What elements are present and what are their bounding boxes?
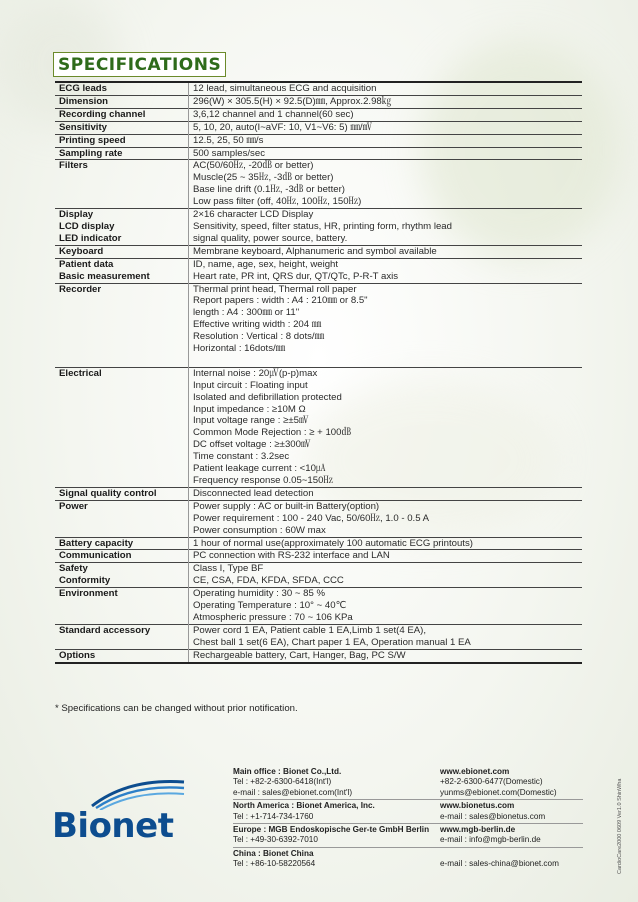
spec-label: Conformity — [59, 575, 111, 587]
spec-row — [55, 404, 582, 416]
spec-label: Recorder — [55, 283, 189, 295]
spec-value: 12 lead, simultaneous ECG and acquisition — [189, 82, 583, 95]
spec-row — [55, 209, 582, 221]
spec-label: Sensitivity — [55, 121, 189, 134]
spec-label — [55, 513, 189, 525]
spec-label: Display — [55, 209, 189, 221]
spec-value: Heart rate, PR int, QRS dur, QT/QTc, P-R-T axis — [189, 271, 583, 283]
spec-label — [55, 380, 189, 392]
spec-value: Low pass filter (off, 40㎐, 100㎐, 150㎐) — [189, 196, 583, 208]
spec-value: Membrane keyboard, Alphanumeric and symbol available — [189, 245, 583, 258]
spec-label — [55, 525, 189, 537]
contact-group — [233, 848, 583, 871]
spec-row — [55, 160, 582, 172]
spec-value: 1 hour of normal use(approximately 100 automatic ECG printouts) — [189, 537, 583, 550]
spec-value: CE, CSA, FDA, KFDA, SFDA, CCC — [189, 575, 583, 587]
spec-row — [55, 637, 582, 649]
spec-row — [55, 415, 582, 427]
spec-label: Battery capacity — [55, 537, 189, 550]
spec-label: Dimension — [55, 95, 189, 108]
spec-value: Effective writing width : 204 ㎜ — [189, 319, 583, 331]
spec-row — [55, 343, 582, 355]
spec-row — [55, 588, 582, 600]
spec-label — [55, 404, 189, 416]
contact-line: Tel : +86-10-58220564 — [233, 859, 316, 869]
contact-line: Tel : +82-2-6300-6418(Int'l) — [233, 777, 332, 787]
spec-row — [55, 550, 582, 563]
spec-value: 2×16 character LCD Display — [189, 209, 583, 221]
spec-row — [55, 537, 582, 550]
spec-value: Power supply : AC or built-in Battery(option) — [189, 500, 583, 512]
spec-value: Frequency response 0.05~150㎐ — [189, 475, 583, 487]
spec-row — [55, 233, 582, 245]
spec-label: Power — [55, 500, 189, 512]
spec-value: DC offset voltage : ≥±300㎷ — [189, 439, 583, 451]
spec-value: Input impedance : ≥10M Ω — [189, 404, 583, 416]
spec-row — [55, 271, 582, 283]
spec-row — [55, 600, 582, 612]
spec-row — [55, 575, 582, 587]
contact-office — [233, 849, 440, 870]
spec-value: Muscle(25 ~ 35㎐, -3㏈ or better) — [189, 172, 583, 184]
spec-row — [55, 624, 582, 636]
spec-row — [55, 439, 582, 451]
logo-swoosh-icon — [88, 776, 188, 810]
spec-value: PC connection with RS-232 interface and LAN — [189, 550, 583, 563]
spec-row — [55, 283, 582, 295]
spec-label — [55, 295, 189, 307]
spec-label — [55, 463, 189, 475]
spec-label: Basic measurement — [59, 270, 150, 282]
contact-group — [233, 824, 583, 848]
spec-value: Input voltage range : ≥±5㎷ — [189, 415, 583, 427]
spec-label: Standard accessory — [55, 624, 189, 636]
spec-value: Patient leakage current : <10㎂ — [189, 463, 583, 475]
spec-value: 5, 10, 20, auto(I~aVF: 10, V1~V6: 5) ㎜/㎷ — [189, 121, 583, 134]
spec-row — [55, 392, 582, 404]
spec-row — [55, 121, 582, 134]
contact-office — [233, 801, 440, 822]
spec-value — [189, 355, 583, 367]
spec-value: Time constant : 3.2sec — [189, 451, 583, 463]
spec-value: Power cord 1 EA, Patient cable 1 EA,Limb 1 set(4 EA), — [189, 624, 583, 636]
spec-label — [55, 637, 189, 649]
spec-label — [55, 307, 189, 319]
contact-line[interactable]: yunms@ebionet.com(Domestic) — [440, 787, 557, 797]
spec-label: Environment — [55, 588, 189, 600]
office-name: China : Bionet China — [233, 848, 314, 858]
spec-label — [55, 439, 189, 451]
website-link — [440, 849, 583, 859]
contact-line[interactable]: e-mail : info@mgb-berlin.de — [440, 835, 541, 845]
spec-value: Input circuit : Floating input — [189, 380, 583, 392]
spec-label: LED indicator — [59, 232, 122, 244]
spec-value: 3,6,12 channel and 1 channel(60 sec) — [189, 108, 583, 121]
spec-label: Safety — [55, 563, 189, 575]
spec-label: Printing speed — [55, 134, 189, 147]
spec-row — [55, 451, 582, 463]
spec-value: Isolated and defibrillation protected — [189, 392, 583, 404]
spec-label — [55, 355, 189, 367]
spec-value: Report papers : width : A4 : 210㎜ or 8.5" — [189, 295, 583, 307]
contact-group — [233, 800, 583, 824]
contact-line: +82-2-6300-6477(Domestic) — [440, 777, 543, 787]
spec-value: signal quality, power source, battery. — [189, 233, 583, 245]
spec-value: Operating humidity : 30 ~ 85 % — [189, 588, 583, 600]
spec-label: Options — [55, 649, 189, 662]
spec-label — [55, 612, 189, 624]
spec-label — [55, 331, 189, 343]
brand-name: Bionet — [52, 806, 174, 846]
spec-row — [55, 95, 582, 108]
website-link[interactable]: www.ebionet.com — [440, 767, 510, 776]
website-link[interactable]: www.mgb-berlin.de — [440, 825, 516, 835]
spec-row — [55, 487, 582, 500]
spec-label: Filters — [55, 160, 189, 172]
spec-row — [55, 258, 582, 270]
contact-line[interactable]: e-mail : sales@bionetus.com — [440, 811, 546, 821]
spec-row — [55, 500, 582, 512]
spec-row — [55, 221, 582, 233]
spec-label — [55, 184, 189, 196]
spec-row — [55, 355, 582, 367]
spec-value: ID, name, age, sex, height, weight — [189, 258, 583, 270]
spec-label: Keyboard — [55, 245, 189, 258]
title-box — [53, 52, 226, 77]
spec-label — [55, 451, 189, 463]
spec-row — [55, 380, 582, 392]
spec-value: 296(W) × 305.5(H) × 92.5(D)㎜, Approx.2.98㎏ — [189, 95, 583, 108]
spec-value: Disconnected lead detection — [189, 487, 583, 500]
spec-value: Class I, Type BF — [189, 563, 583, 575]
spec-row — [55, 427, 582, 439]
contact-line: Tel : +49-30-6392-7010 — [233, 835, 318, 845]
spec-label: Sampling rate — [55, 147, 189, 160]
contact-web — [440, 767, 583, 798]
contact-web — [440, 801, 583, 822]
spec-row — [55, 147, 582, 160]
spec-row — [55, 513, 582, 525]
spec-label: Electrical — [55, 367, 189, 379]
spec-value: 12.5, 25, 50 ㎜/s — [189, 134, 583, 147]
contact-office — [233, 767, 440, 798]
document-code: CardioCare2000 0609 Ver1.0 ShinWha — [617, 778, 623, 874]
spec-row — [55, 307, 582, 319]
spec-label: Communication — [55, 550, 189, 563]
contact-block — [233, 766, 583, 871]
spec-row — [55, 612, 582, 624]
office-name: North America : Bionet America, Inc. — [233, 801, 375, 811]
spec-label: LCD display — [59, 220, 115, 232]
spec-row — [55, 475, 582, 487]
spec-label — [55, 172, 189, 184]
contact-line: Tel : +1-714-734-1760 — [233, 811, 314, 821]
spec-value: Chest ball 1 set(6 EA), Chart paper 1 EA, Operation manual 1 EA — [189, 637, 583, 649]
office-name: Europe : MGB Endoskopische Ger-te GmbH Berlin — [233, 825, 430, 835]
spec-row — [55, 134, 582, 147]
brand-logo — [50, 776, 210, 846]
spec-label — [55, 475, 189, 487]
spec-label — [55, 319, 189, 331]
spec-value: Base line drift (0.1㎐, -3㏈ or better) — [189, 184, 583, 196]
spec-row — [55, 463, 582, 475]
office-name: Main office : Bionet Co.,Ltd. — [233, 767, 342, 776]
spec-row — [55, 184, 582, 196]
contact-web — [440, 849, 583, 870]
spec-value: Operating Temperature : 10° ~ 40℃ — [189, 600, 583, 612]
spec-row — [55, 82, 582, 95]
contact-group — [233, 766, 583, 800]
spec-table — [55, 81, 582, 664]
spec-row — [55, 196, 582, 208]
spec-row — [55, 319, 582, 331]
spec-row — [55, 295, 582, 307]
spec-label — [55, 196, 189, 208]
spec-value: AC(50/60㎐, -20㏈ or better) — [189, 160, 583, 172]
spec-value: Horizontal : 16dots/㎜ — [189, 343, 583, 355]
spec-label — [55, 427, 189, 439]
spec-label — [55, 343, 189, 355]
spec-label: ECG leads — [55, 82, 189, 95]
spec-label: Patient data — [55, 258, 189, 270]
spec-row — [55, 563, 582, 575]
footnote: * Specifications can be changed without prior notification. — [55, 703, 298, 714]
spec-value: Common Mode Rejection : ≥ + 100㏈ — [189, 427, 583, 439]
spec-value: Atmospheric pressure : 70 ~ 106 KPa — [189, 612, 583, 624]
spec-value: Power requirement : 100 - 240 Vac, 50/60㎐, 1.0 - 0.5 A — [189, 513, 583, 525]
contact-web — [440, 825, 583, 846]
spec-label — [55, 392, 189, 404]
spec-value: Thermal print head, Thermal roll paper — [189, 283, 583, 295]
spec-value: Power consumption : 60W max — [189, 525, 583, 537]
website-link[interactable]: www.bionetus.com — [440, 801, 515, 811]
spec-label — [55, 600, 189, 612]
contact-line[interactable]: e-mail : sales-china@bionet.com — [440, 859, 559, 869]
spec-row — [55, 108, 582, 121]
spec-value: Internal noise : 20㎶(p-p)max — [189, 367, 583, 379]
spec-row — [55, 172, 582, 184]
page-title: SPECIFICATIONS — [58, 55, 222, 75]
spec-value: Rechargeable battery, Cart, Hanger, Bag, PC S/W — [189, 649, 583, 662]
spec-row — [55, 649, 582, 662]
spec-label: Recording channel — [55, 108, 189, 121]
spec-row — [55, 331, 582, 343]
spec-row — [55, 367, 582, 379]
spec-label: Signal quality control — [55, 487, 189, 500]
spec-row — [55, 525, 582, 537]
contact-office — [233, 825, 440, 846]
spec-label — [55, 415, 189, 427]
spec-value: Resolution : Vertical : 8 dots/㎜ — [189, 331, 583, 343]
spec-row — [55, 245, 582, 258]
spec-value: length : A4 : 300㎜ or 11" — [189, 307, 583, 319]
contact-line: e-mail : sales@ebionet.com(Int'l) — [233, 787, 353, 797]
spec-value: 500 samples/sec — [189, 147, 583, 160]
spec-value: Sensitivity, speed, filter status, HR, printing form, rhythm lead — [189, 221, 583, 233]
